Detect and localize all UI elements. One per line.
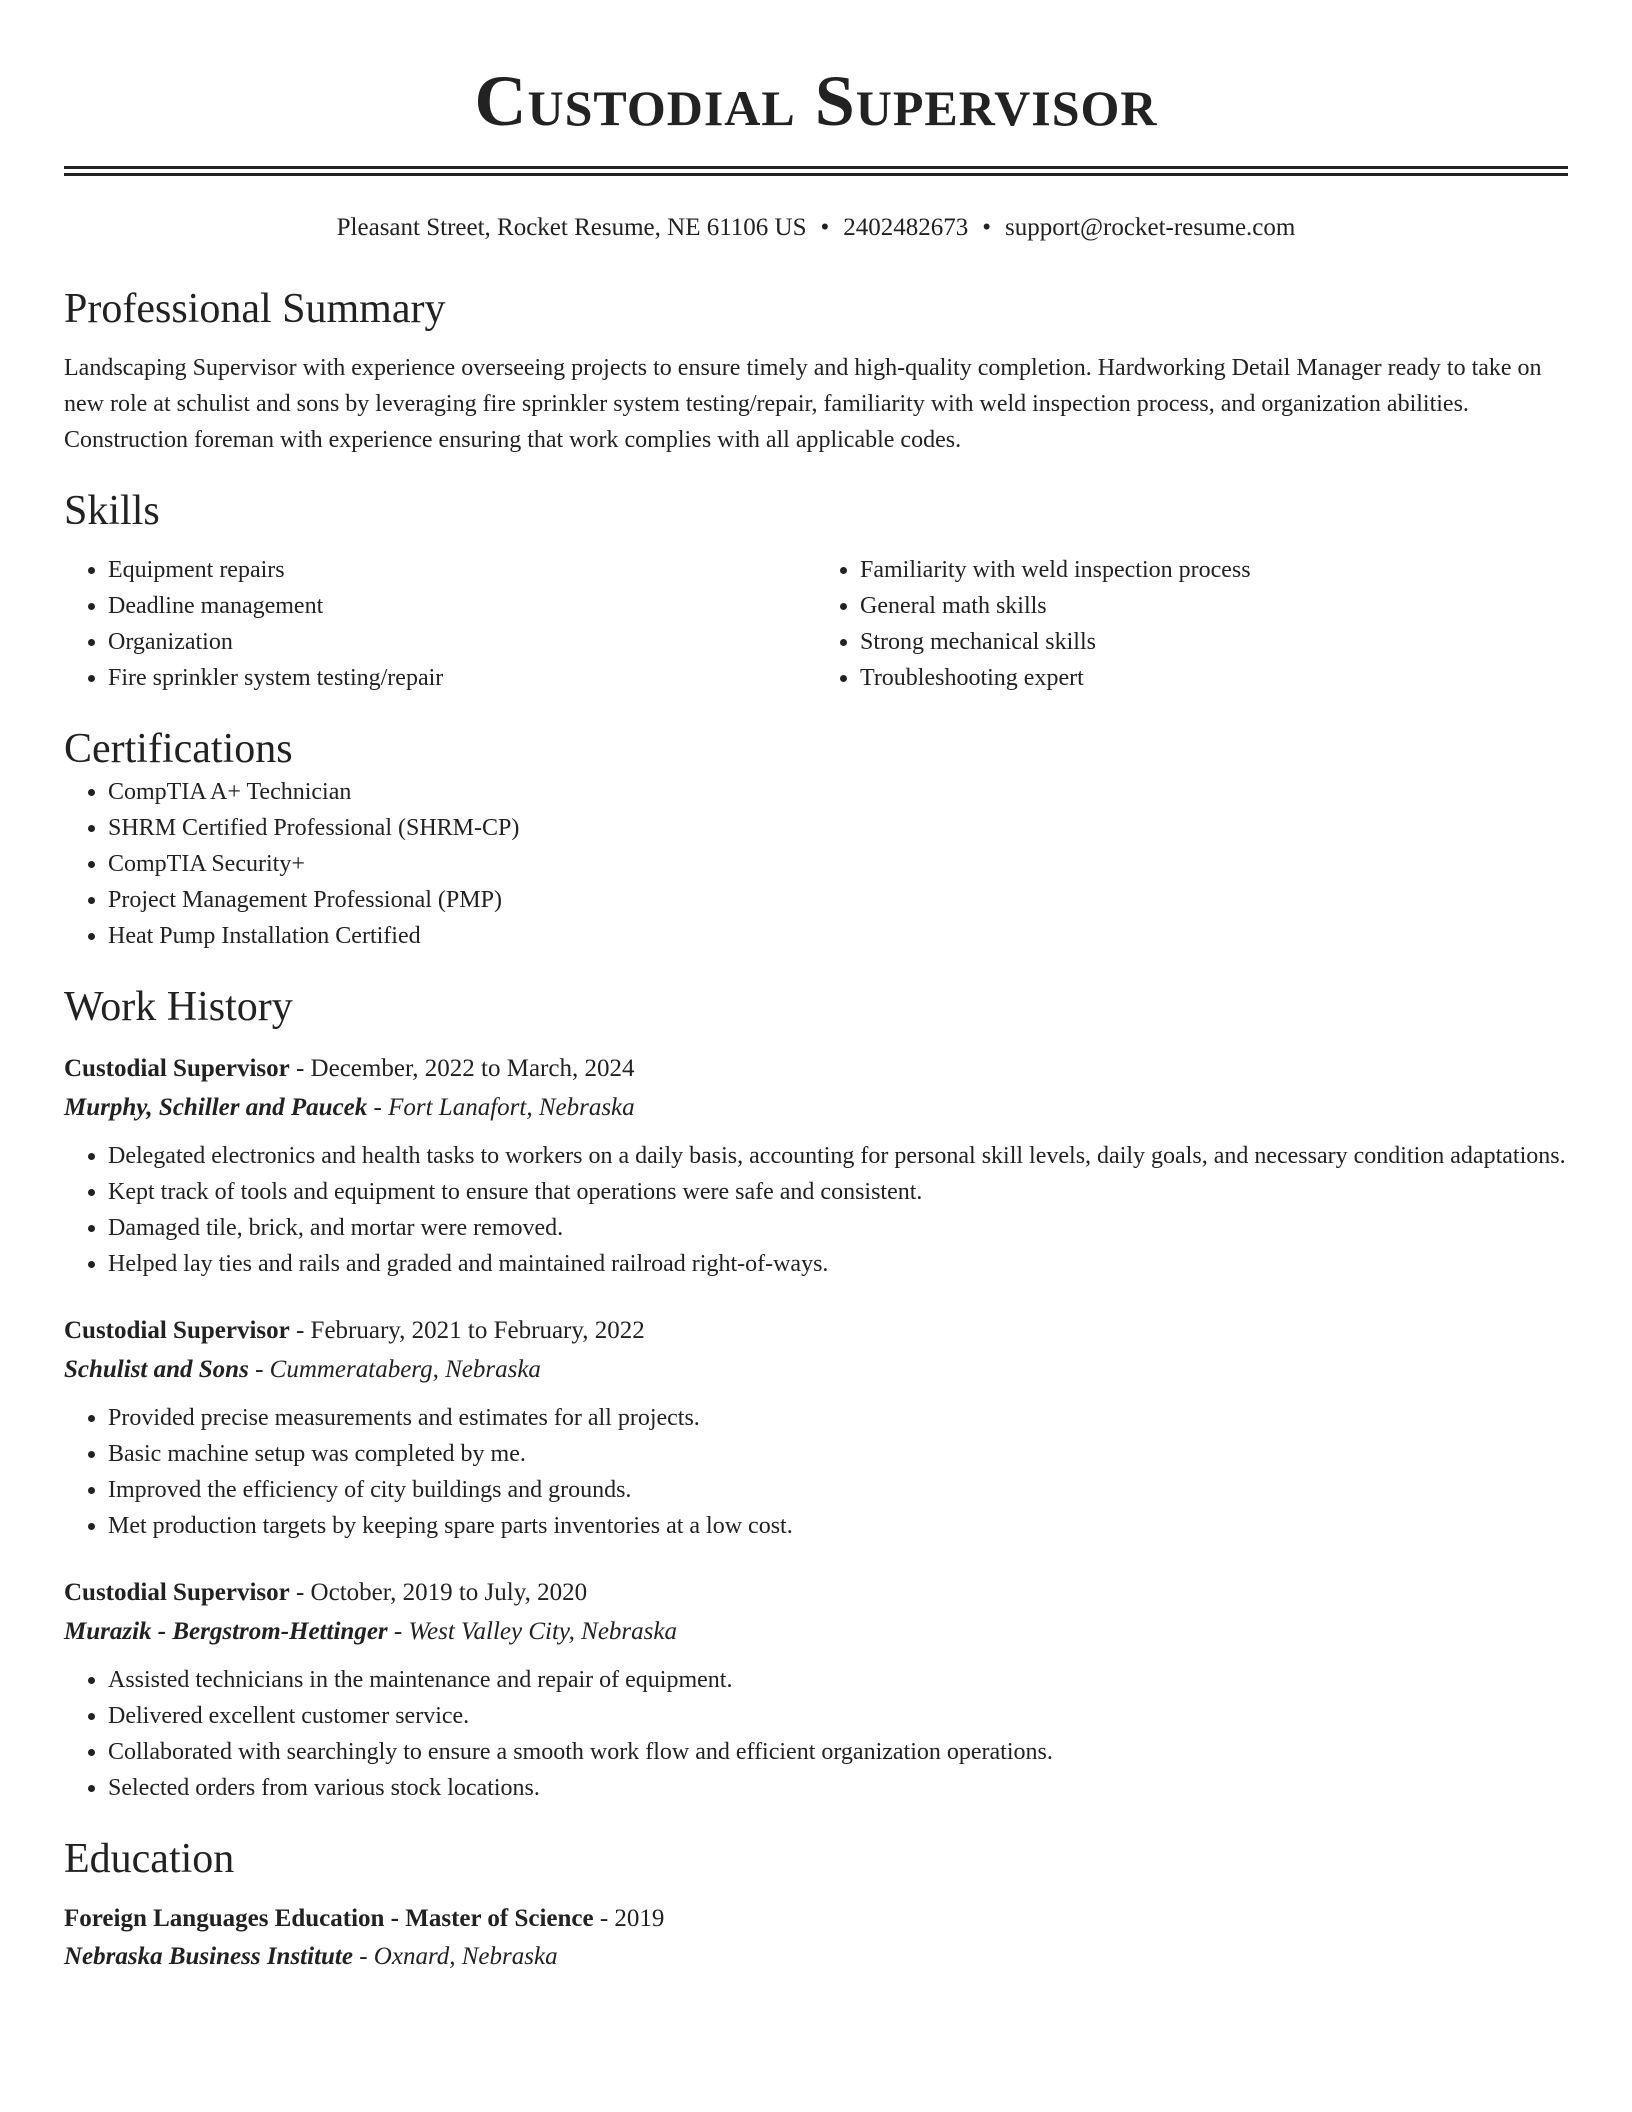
company-location: - Fort Lanafort, Nebraska [367, 1094, 635, 1121]
degree-name: Foreign Languages Education - Master of Science [64, 1905, 594, 1932]
degree-line [64, 1900, 1568, 1938]
certification-item: • CompTIA Security+ [108, 846, 1568, 882]
job-title: Custodial Supervisor [64, 1055, 290, 1082]
job-bullet: • Delegated electronics and health tasks to workers on a daily basis, accounting for personal skill levels, daily goals, and necessary condition adaptations. [108, 1138, 1568, 1174]
job-bullet: • Assisted technicians in the maintenance and repair of equipment. [108, 1662, 1568, 1698]
summary-heading: Professional Summary [64, 286, 446, 332]
school-location: - Oxnard, Nebraska [352, 1943, 558, 1970]
contact-line [64, 212, 1568, 244]
skill-item: • Organization [108, 624, 816, 660]
work-history-heading: Work History [64, 984, 293, 1030]
skill-item: • Fire sprinkler system testing/repair [108, 660, 816, 696]
contact-address: Pleasant Street, Rocket Resume, NE 61106 US [336, 214, 807, 241]
skill-item: • Troubleshooting expert [860, 660, 1568, 696]
job-bullet: • Met production targets by keeping spare parts inventories at a low cost. [108, 1508, 1568, 1544]
job-bullets [64, 1138, 1568, 1282]
skill-item: • General math skills [860, 588, 1568, 624]
job-title-line [64, 1574, 1568, 1612]
education-entry [64, 1900, 1568, 1976]
certification-item: • SHRM Certified Professional (SHRM-CP) [108, 810, 1568, 846]
company-location: - Cummerataberg, Nebraska [248, 1356, 541, 1383]
skills-list-left [64, 552, 816, 696]
skill-item: • Familiarity with weld inspection process [860, 552, 1568, 588]
company-name: Murphy, Schiller and Paucek [64, 1094, 368, 1121]
job-bullet: • Kept track of tools and equipment to ensure that operations were safe and consistent. [108, 1174, 1568, 1210]
job-bullet: • Basic machine setup was completed by me. [108, 1436, 1568, 1472]
job-entry [64, 1050, 1568, 1282]
company-location: - West Valley City, Nebraska [387, 1618, 677, 1645]
contact-phone: 2402482673 [843, 214, 969, 241]
job-title-line [64, 1050, 1568, 1088]
job-title: Custodial Supervisor [64, 1579, 290, 1606]
skills-columns [64, 552, 1568, 696]
job-title: Custodial Supervisor [64, 1317, 290, 1344]
company-line [64, 1088, 1568, 1128]
skill-item: • Strong mechanical skills [860, 624, 1568, 660]
summary-text: Landscaping Supervisor with experience overseeing projects to ensure timely and high-quality completion. Hardworking Detail Manager ready to take on new role at schulist and sons by leveraging fire sprinkler system testing/repair, familiarity with weld inspection process, and organization abilities. Construction foreman with experience ensuring that work complies with all applicable codes. [64, 355, 1542, 453]
certification-item: • CompTIA A+ Technician [108, 774, 1568, 810]
contact-email: support@rocket-resume.com [1005, 214, 1296, 241]
resume-title: Custodial Supervisor [474, 61, 1158, 141]
skills-list-right [816, 552, 1568, 696]
company-name: Schulist and Sons [64, 1356, 249, 1383]
job-bullet: • Damaged tile, brick, and mortar were removed. [108, 1210, 1568, 1246]
degree-year: - 2019 [593, 1905, 665, 1932]
job-title-line [64, 1312, 1568, 1350]
job-dates: - December, 2022 to March, 2024 [289, 1055, 635, 1082]
skill-item: • Deadline management [108, 588, 816, 624]
job-entry [64, 1312, 1568, 1544]
job-bullet: • Improved the efficiency of city buildings and grounds. [108, 1472, 1568, 1508]
job-dates: - February, 2021 to February, 2022 [289, 1317, 645, 1344]
company-line [64, 1612, 1568, 1652]
skills-heading: Skills [64, 488, 160, 534]
skill-item: • Equipment repairs [108, 552, 816, 588]
job-bullet: • Provided precise measurements and estimates for all projects. [108, 1400, 1568, 1436]
certification-item: • Heat Pump Installation Certified [108, 918, 1568, 954]
job-bullet: • Helped lay ties and rails and graded and maintained railroad right-of-ways. [108, 1246, 1568, 1282]
certification-item: • Project Management Professional (PMP) [108, 882, 1568, 918]
job-bullets [64, 1662, 1568, 1806]
certifications-list [64, 774, 1568, 954]
contact-separator: • [982, 214, 992, 241]
education-heading: Education [64, 1836, 235, 1882]
job-bullets [64, 1400, 1568, 1544]
job-bullet: • Delivered excellent customer service. [108, 1698, 1568, 1734]
certifications-heading: Certifications [64, 726, 293, 772]
title-double-rule [64, 166, 1568, 176]
company-line [64, 1350, 1568, 1390]
school-name: Nebraska Business Institute [64, 1943, 353, 1970]
job-bullet: • Collaborated with searchingly to ensure a smooth work flow and efficient organization operations. [108, 1734, 1568, 1770]
company-name: Murazik - Bergstrom-Hettinger [64, 1618, 388, 1645]
job-dates: - October, 2019 to July, 2020 [289, 1579, 588, 1606]
job-entry [64, 1574, 1568, 1806]
school-line [64, 1938, 1568, 1976]
job-bullet: • Selected orders from various stock locations. [108, 1770, 1568, 1806]
contact-separator: • [820, 214, 830, 241]
